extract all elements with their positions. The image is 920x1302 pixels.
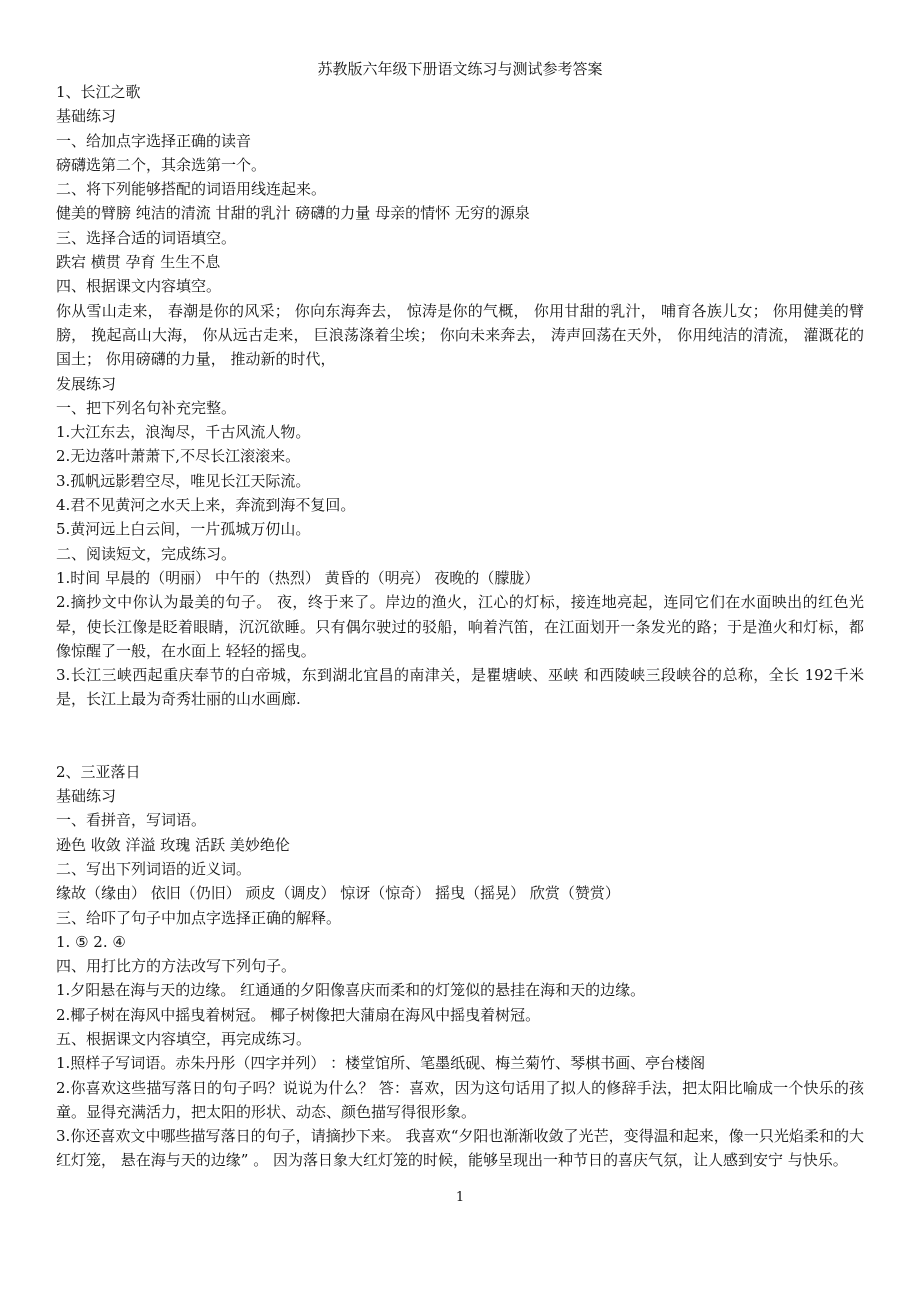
text-line: 你从雪山走来， 春潮是你的风采； 你向东海奔去， 惊涛是你的气概， 你用甘甜的乳汁， 哺育各族儿女； 你用健美的臂膀， 挽起高山大海， 你从远古走来， 巨浪荡涤着尘埃； 你向未来奔去， 涛声回荡在天外， 你用纯洁的清流， 灌溉花的国土； 你用磅礴的力量， 推动新的时代， (56, 301, 864, 369)
text-line: 二、阅读短文，完成练习。 (56, 544, 237, 563)
page-number: 1 (455, 1190, 465, 1205)
text-line: 4.君不见黄河之水天上来，奔流到海不复回。 (56, 496, 356, 515)
text-line: 发展练习 (56, 374, 117, 393)
document-body (56, 80, 864, 1173)
text-line: 基础练习 (56, 787, 117, 806)
text-line: 1.大江东去，浪淘尽，千古风流人物。 (56, 423, 311, 442)
text-line: 四、根据课文内容填空。 (56, 277, 222, 296)
text-line: 2.你喜欢这些描写落日的句子吗？说说为什么？ 答：喜欢，因为这句话用了拟人的修辞手法，把太阳比喻成一个快乐的孩童。显得充满活力，把太阳的形状、动态、颜色描写得很形象。 (56, 1078, 864, 1121)
text-line: 2.摘抄文中你认为最美的句子。 夜，终于来了。岸边的渔火，江心的灯标，接连地亮起，连同它们在水面映出的红色光晕，使长江像是眨着眼睛，沉沉欲睡。只有偶尔驶过的驳船，响着汽笛，在江面划开一条发光的路；于是渔火和灯标，都像惊醒了一般，在水面上 轻轻的摇曳。 (56, 593, 864, 660)
text-line: 健美的臂膀 纯洁的清流 甘甜的乳汁 磅礴的力量 母亲的情怀 无穷的源泉 (56, 204, 530, 223)
text-line: 四、用打比方的方法改写下列句子。 (56, 957, 297, 976)
text-line: 1.夕阳悬在海与天的边缘。 红通通的夕阳像喜庆而柔和的灯笼似的悬挂在海和天的边缘。 (56, 981, 646, 1000)
page-title: 苏教版六年级下册语文练习与测试参考答案 (317, 60, 603, 78)
text-line: 3.你还喜欢文中哪些描写落日的句子，请摘抄下来。 我喜欢“夕阳也渐渐收敛了光芒，变得温和起来，像一只光焰柔和的大红灯笼， 悬在海与天的边缘” 。 因为落日象大红灯笼的时候，能够呈现出一种节日的喜庆气氛，让人感到安宁 与快乐。 (56, 1127, 864, 1170)
text-line: 一、看拼音，写词语。 (56, 811, 207, 830)
text-line: 磅礴选第二个，其余选第一个。 (56, 155, 267, 174)
text-line: 缘故（缘由） 依旧（仍旧） 顽皮（调皮） 惊讶（惊奇） 摇曳（摇晃） 欣赏（赞赏） (56, 884, 620, 903)
text-line: 逊色 收敛 洋溢 玫瑰 活跃 美妙绝伦 (56, 835, 290, 854)
text-line: 五、根据课文内容填空，再完成练习。 (56, 1029, 312, 1048)
text-line: 二、写出下列词语的近义词。 (56, 859, 252, 878)
text-line: 1. ⑤ 2. ④ (56, 932, 126, 951)
text-line: 3.孤帆远影碧空尽，唯见长江天际流。 (56, 471, 311, 490)
text-line: 1.照样子写词语。赤朱丹彤（四字并列） ：楼堂馆所、笔墨纸砚、梅兰菊竹、琴棋书画、亭台楼阁 (56, 1054, 706, 1073)
text-line: 1.时间 早晨的（明丽） 中午的（热烈） 黄昏的（明亮） 夜晚的（朦胧） (56, 568, 540, 587)
text-line: 2.椰子树在海风中摇曳着树冠。 椰子树像把大蒲扇在海风中摇曳着树冠。 (56, 1005, 541, 1024)
text-line: 基础练习 (56, 107, 117, 126)
text-line: 三、给吓了句子中加点字选择正确的解释。 (56, 908, 342, 927)
text-line: 3.长江三峡西起重庆奉节的白帝城，东到湖北宜昌的南津关，是瞿塘峡、巫峡 和西陵峡三段峡谷的总称，全长 192千米是，长江上最为奇秀壮丽的山水画廊. (56, 666, 864, 709)
text-line: 一、把下列名句补充完整。 (56, 398, 237, 417)
text-line: 2、三亚落日 (56, 762, 141, 781)
section-sanya (56, 760, 864, 1173)
text-line: 跌宕 横贯 孕育 生生不息 (56, 253, 221, 272)
text-line: 2.无边落叶萧萧下,不尽长江滚滚来。 (56, 447, 301, 466)
section-gap (56, 712, 864, 760)
text-line: 1、长江之歌 (56, 83, 141, 101)
text-line: 二、将下列能够搭配的词语用线连起来。 (56, 180, 327, 199)
text-line: 一、给加点字选择正确的读音 (56, 131, 252, 150)
text-line: 三、选择合适的词语填空。 (56, 228, 237, 247)
text-line: 5.黄河远上白云间，一片孤城万仞山。 (56, 520, 311, 539)
section-changjiang (56, 80, 864, 712)
